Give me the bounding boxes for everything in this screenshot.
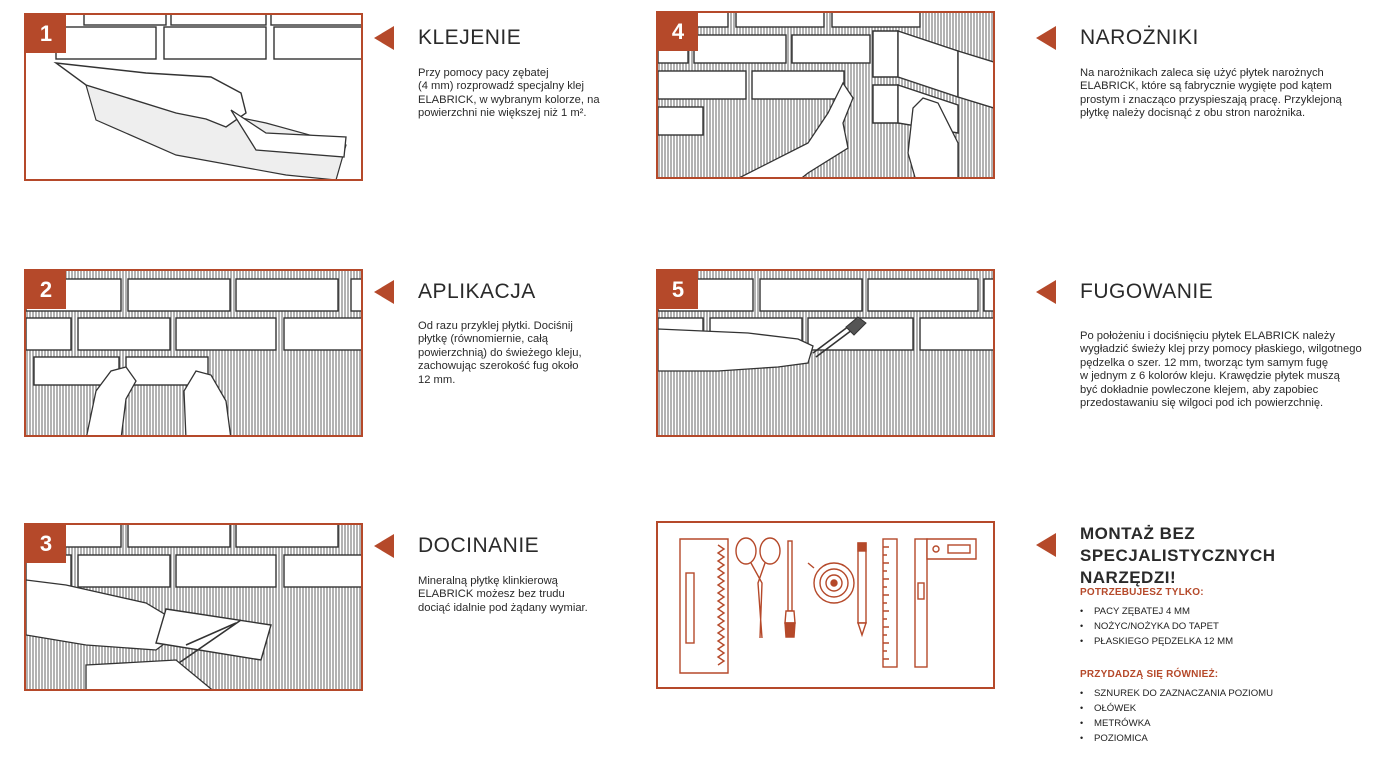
step-1-title: KLEJENIE (418, 26, 522, 49)
list-item: • POZIOMICA (1080, 731, 1273, 746)
tools-title-line: MONTAŻ BEZ SPECJALISTYCZNYCH (1080, 524, 1276, 565)
desc-line: prostym i znacząco przyspieszają pracę. Przyklejoną (1080, 93, 1342, 106)
desc-line: w jednym z 6 kolorów kleju. Krawędzie płytek muszą (1080, 370, 1340, 383)
pointer-arrow-icon (1036, 26, 1056, 50)
tools-svg (658, 523, 995, 689)
list-item: • PŁASKIEGO PĘDZELKA 12 MM (1080, 634, 1233, 649)
step-2-illustration (24, 269, 363, 437)
tools-illustration (656, 521, 995, 689)
desc-line: ELABRICK, w wybranym kolorze, na (418, 93, 600, 106)
desc-line: ELABRICK, które są fabrycznie wygięte pod kątem (1080, 80, 1332, 93)
tile-cutting-illustration (26, 525, 363, 691)
desc-line: Mineralną płytkę klinkierową (418, 575, 558, 587)
list-item: • SZNUREK DO ZAZNACZANIA POZIOMU (1080, 686, 1273, 701)
step-4-description (1080, 67, 1342, 121)
extra-tools-list (1080, 686, 1273, 746)
desc-line: zachowując szerokość fug około (418, 360, 579, 373)
step-3-title: DOCINANIE (418, 534, 540, 557)
pointer-arrow-icon (1036, 280, 1056, 304)
step-number: 2 (26, 271, 66, 309)
desc-line: pędzelka o szer. 12 mm, tworząc tym samym fugę (1080, 356, 1329, 369)
desc-line: być dokładnie powleczone klejem, aby zapobiec (1080, 383, 1319, 396)
level-square-icon (915, 539, 976, 667)
pointer-arrow-icon (374, 534, 394, 558)
step-3-description (418, 575, 588, 615)
tools-title (1080, 523, 1380, 589)
trowel-icon (680, 539, 728, 673)
needed-tools-list (1080, 604, 1233, 649)
pointer-arrow-icon (374, 280, 394, 304)
step-5-title: FUGOWANIE (1080, 280, 1214, 303)
desc-line: powierzchnią) do świeżego kleju, (418, 346, 582, 359)
desc-line: ELABRICK możesz bez trudu (418, 588, 565, 601)
step-number: 1 (26, 15, 66, 53)
desc-line: przedostawaniu się wilgoci pod ich powierzchnię. (1080, 397, 1324, 410)
desc-line: powierzchni nie większej niż 1 m². (418, 107, 587, 120)
step-3-illustration (24, 523, 363, 691)
step-2-description (418, 320, 582, 387)
desc-line: Od razu przyklej płytki. Dociśnij (418, 320, 573, 332)
list-item: • OŁÓWEK (1080, 701, 1273, 716)
pointer-arrow-icon (374, 26, 394, 50)
step-number: 3 (26, 525, 66, 563)
desc-line: (4 mm) rozprowadź specjalny klej (418, 80, 584, 93)
step-2-title: APLIKACJA (418, 280, 536, 303)
extra-tools-heading: PRZYDADZĄ SIĘ RÓWNIEŻ: (1080, 669, 1219, 680)
desc-line: płytkę (równomiernie, całą (418, 333, 548, 346)
chalk-line-icon (808, 563, 854, 603)
tile-pressing-illustration (26, 271, 363, 437)
desc-line: Po położeniu i dociśnięciu płytek ELABRICK należy (1080, 330, 1335, 342)
pointer-arrow-icon (1036, 533, 1056, 557)
step-5-illustration (656, 269, 995, 437)
list-item: • METRÓWKA (1080, 716, 1273, 731)
step-4-illustration (656, 11, 995, 179)
grouting-illustration (658, 271, 995, 437)
brush-icon (785, 541, 795, 637)
scissors-icon (736, 538, 780, 638)
tools-title-line: NARZĘDZI! (1080, 568, 1177, 587)
list-item: • NOŻYC/NOŻYKA DO TAPET (1080, 619, 1233, 634)
step-number: 5 (658, 271, 698, 309)
desc-line: Na narożnikach zaleca się użyć płytek narożnych (1080, 67, 1324, 79)
pencil-icon (858, 543, 866, 635)
step-5-description (1080, 330, 1362, 410)
desc-line: Przy pomocy pacy zębatej (418, 67, 549, 79)
list-item: • PACY ZĘBATEJ 4 MM (1080, 604, 1233, 619)
desc-line: wygładzić świeży klej przy pomocy płaskiego, wilgotnego (1080, 343, 1362, 356)
step-4-title: NAROŻNIKI (1080, 26, 1199, 49)
corner-tile-illustration (658, 13, 995, 179)
step-1-illustration (24, 13, 363, 181)
step-1-description (418, 67, 600, 121)
step-number: 4 (658, 13, 698, 51)
desc-line: 12 mm. (418, 373, 456, 386)
ruler-icon (883, 539, 897, 667)
desc-line: płytkę należy docisnąć z obu stron narożnika. (1080, 107, 1306, 120)
desc-line: dociąć idalnie pod żądany wymiar. (418, 601, 588, 614)
needed-tools-heading: POTRZEBUJESZ TYLKO: (1080, 587, 1204, 598)
trowel-spreading-illustration (26, 15, 363, 181)
